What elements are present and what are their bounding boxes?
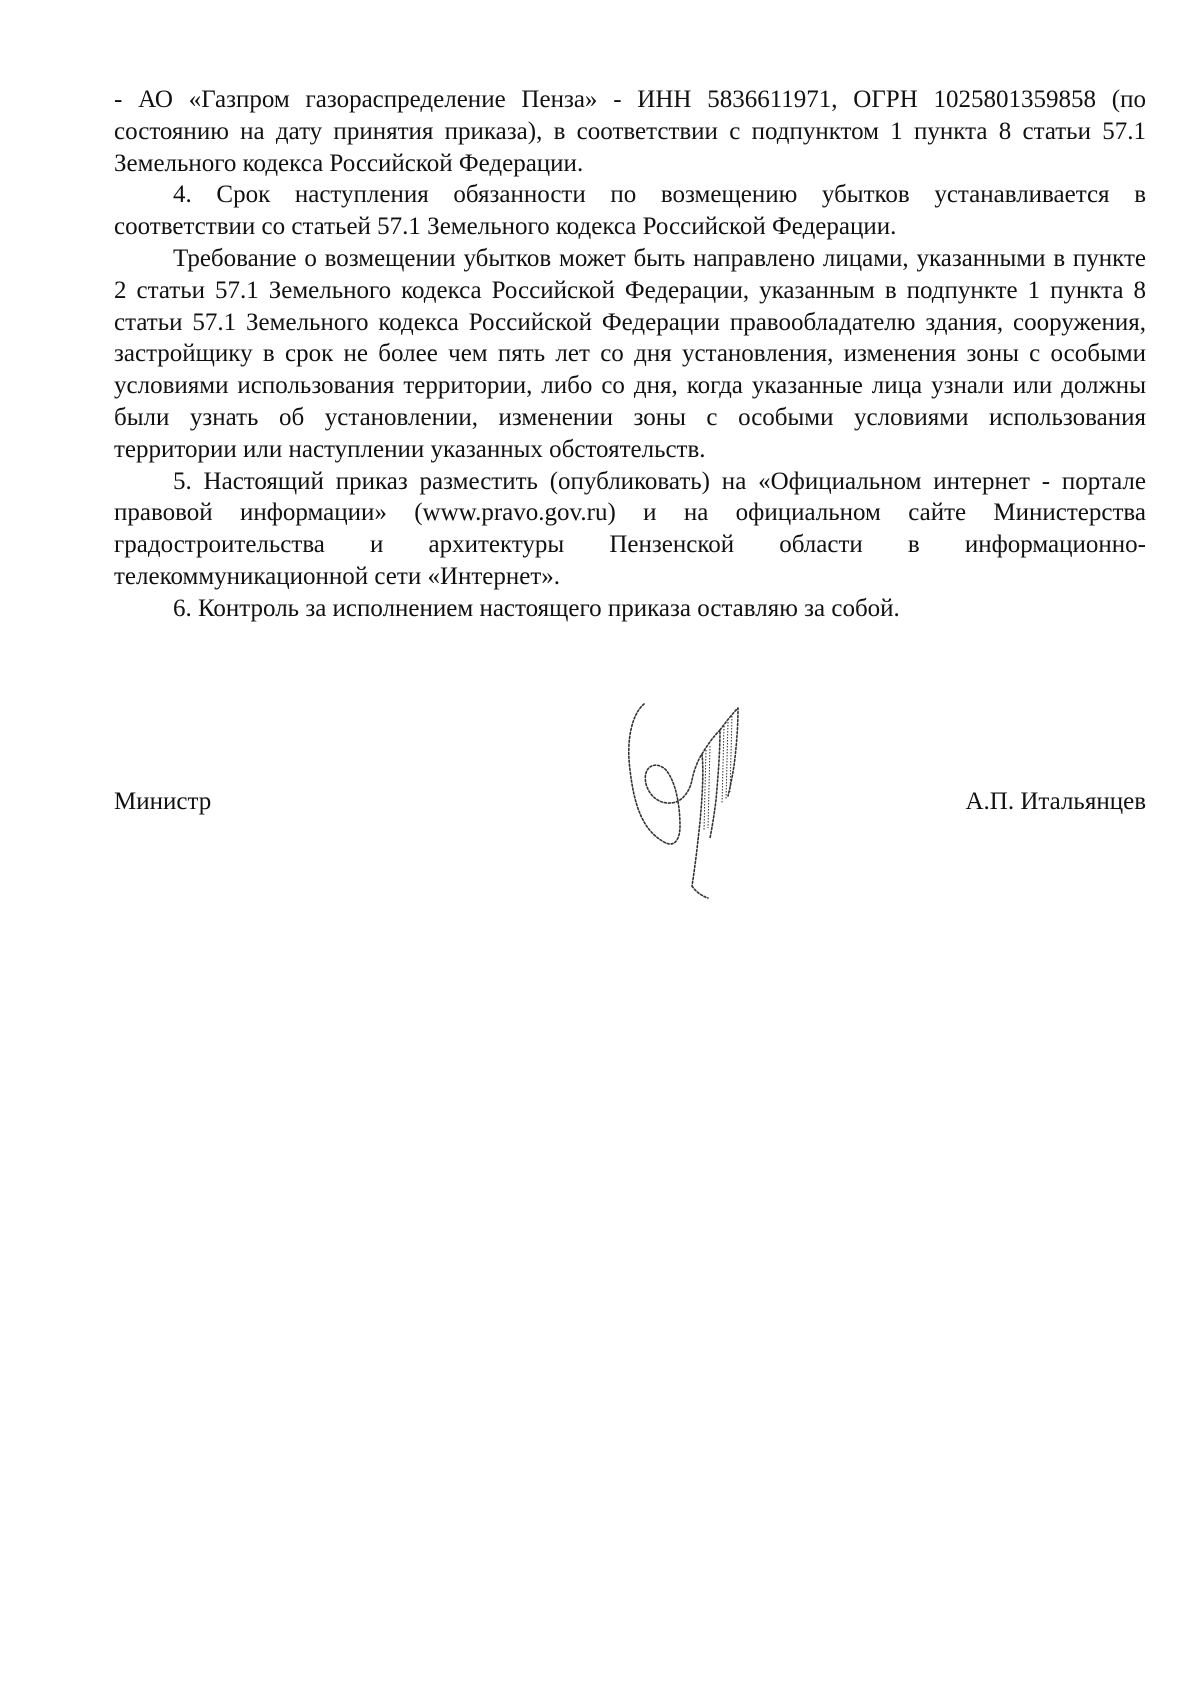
paragraph-item-4: 4. Срок наступления обязанности по возмещению убытков устанавливается в соответствии со статьей 57.1 Земельного кодекса Российской Федерации. — [114, 181, 1146, 241]
paragraph-organization: - АО «Газпром газораспределение Пенза» - ИНН 5836611971, ОГРН 1025801359858 (по состоянию на дату принятия приказа), в соответствии с подпунктом 1 пункта 8 статьи 57.1 Земельного кодекса Российской Федерации. — [114, 86, 1146, 177]
signer-name: А.П. Итальянцев — [965, 788, 1146, 815]
paragraph-item-6: 6. Контроль за исполнением настоящего приказа оставляю за собой. — [173, 594, 900, 622]
signer-position: Министр — [114, 788, 212, 815]
paragraph-claim-requirement: Требование о возмещении убытков может быть направлено лицами, указанными в пункте 2 статьи 57.1 Земельного кодекса Российской Федерации, указанным в подпункте 1 пункта 8 статьи 57.1 Земельного кодекса Российской Федерации правообладателю здания, сооружения, застройщику в срок не более чем пять лет со дня установления, изменения зоны с особыми условиями использования территории, либо со дня, когда указанные лица узнали или должны были узнать об установлении, изменении зоны с особыми условиями использования территории или наступлении указанных обстоятельств. — [114, 244, 1146, 463]
paragraph-item-5: 5. Настоящий приказ разместить (опубликовать) на «Официальном интернет - портале правовой информации» (www.pravo.gov.ru) и на официальном сайте Министерства градостроительства и архитектуры Пензенской области в информационно-телекоммуникационной сети «Интернет». — [114, 467, 1146, 590]
document-body — [114, 84, 1146, 625]
handwritten-signature-icon — [622, 700, 772, 900]
